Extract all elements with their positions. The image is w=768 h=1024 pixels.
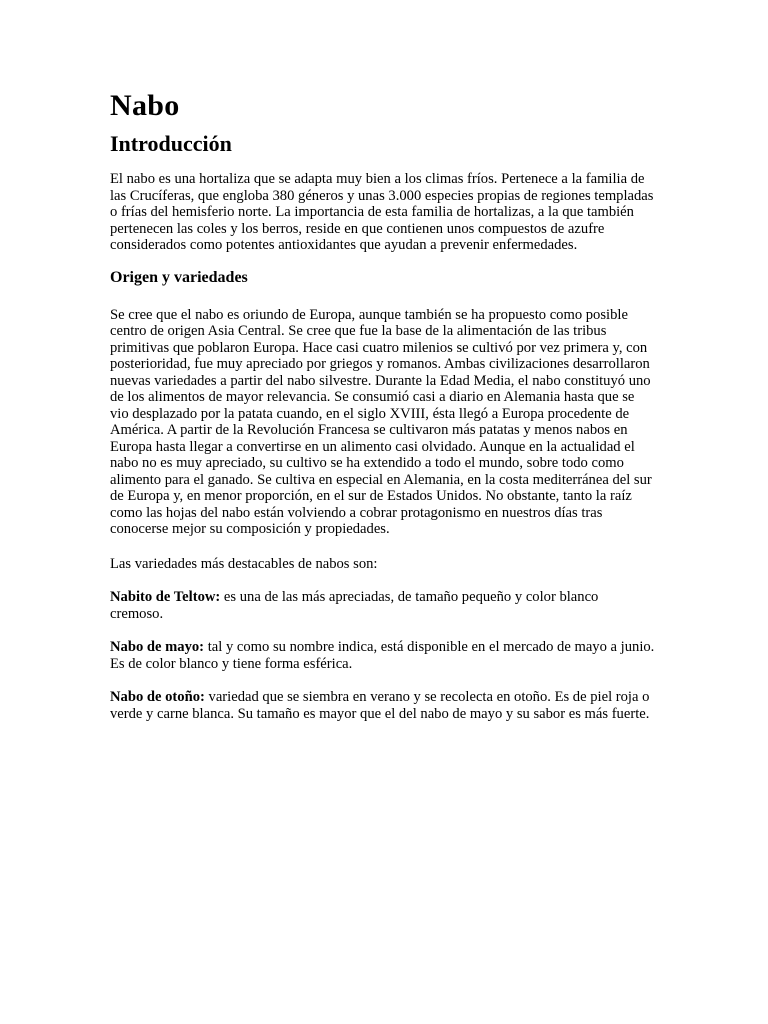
section-heading-origin: Origen y variedades	[110, 268, 248, 286]
intro-paragraph: El nabo es una hortaliza que se adapta muy bien a los climas fríos. Pertenece a la familia de las Crucíferas, que engloba 380 géneros y unas 3.000 especies propias de regiones templadas o frías del hemisferio norte. La importancia de esta familia de hortalizas, a la que también pertenecen las coles y los berros, reside en que contienen unos compuestos de azufre considerados como potentes antioxidantes que ayudan a prevenir enfermedades.	[110, 171, 654, 253]
variety-item-otono	[110, 689, 655, 722]
variety-item-teltow	[110, 589, 655, 622]
variety-item-mayo	[110, 639, 655, 672]
variety-name: Nabito de Teltow:	[110, 589, 221, 605]
variety-name: Nabo de mayo:	[110, 639, 205, 655]
variety-description: es una de las más apreciadas, de tamaño pequeño y color blanco cremoso.	[110, 589, 599, 622]
varieties-intro: Las variedades más destacables de nabos son:	[110, 555, 378, 572]
document-body	[110, 88, 655, 722]
document-title: Nabo	[110, 89, 180, 122]
variety-description: tal y como su nombre indica, está disponible en el mercado de mayo a junio. Es de color blanco y tiene forma esférica.	[110, 639, 655, 672]
origin-paragraph: Se cree que el nabo es oriundo de Europa, aunque también se ha propuesto como posible centro de origen Asia Central. Se cree que fue la base de la alimentación de las tribus primitivas que poblaron Europa. Hace casi cuatro milenios se cultivó por vez primera y, con posterioridad, fue muy apreciado por griegos y romanos. Ambas civilizaciones desarrollaron nuevas variedades a partir del nabo silvestre. Durante la Edad Media, el nabo constituyó uno de los alimentos de mayor relevancia. Se consumió casi a diario en Alemania hasta que se vio desplazado por la patata cuando, en el siglo XVIII, ésta llegó a Europa procedente de América. A partir de la Revolución Francesa se cultivaron más patatas y menos nabos en Europa hasta llegar a convertirse en un alimento casi olvidado. Aunque en la actualidad el nabo no es muy apreciado, su cultivo se ha extendido a todo el mundo, sobre todo como alimento para el ganado. Se cultiva en especial en Alemania, en la costa mediterránea del sur de Europa y, en menor proporción, en el sur de Estados Unidos. No obstante, tanto la raíz como las hojas del nabo están volviendo a cobrar protagonismo en nuestros días tras conocerse mejor su composición y propiedades.	[110, 306, 652, 537]
variety-name: Nabo de otoño:	[110, 689, 205, 705]
variety-description: variedad que se siembra en verano y se recolecta en otoño. Es de piel roja o verde y carne blanca. Su tamaño es mayor que el del nabo de mayo y su sabor es más fuerte.	[110, 689, 650, 722]
section-heading-intro: Introducción	[110, 131, 232, 156]
